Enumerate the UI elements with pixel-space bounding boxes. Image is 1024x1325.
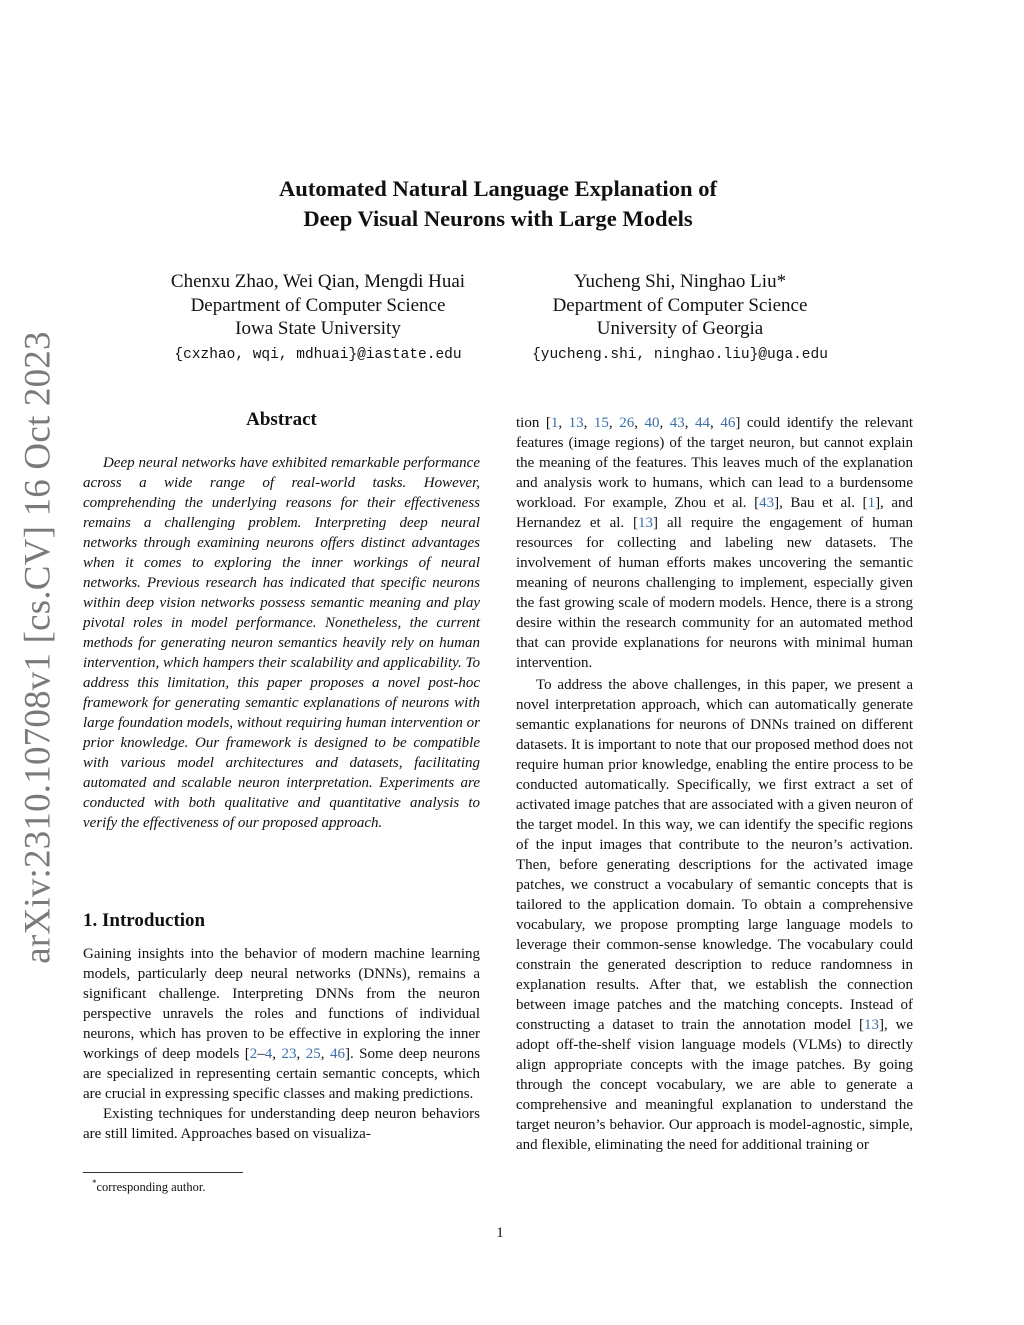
citation-link[interactable]: 2: [249, 1046, 258, 1062]
citation-link[interactable]: 43: [759, 495, 775, 511]
citation-link[interactable]: 46: [720, 415, 736, 431]
citation-link[interactable]: 26: [619, 415, 635, 431]
introduction-body: [83, 944, 480, 1144]
citation-link[interactable]: 44: [695, 415, 711, 431]
citation-separator: ,: [710, 415, 721, 431]
paragraph-text: tion [: [516, 415, 551, 431]
citation-link[interactable]: 43: [669, 415, 685, 431]
citation-separator: ,: [634, 415, 645, 431]
citation-separator: ,: [296, 1046, 306, 1062]
paper-title: [200, 174, 796, 234]
footnote-mark: *: [92, 1178, 97, 1188]
arxiv-identifier: arXiv:2310.10708v1 [cs.CV] 16 Oct 2023: [17, 331, 59, 964]
right-paragraph-1: [516, 413, 913, 673]
citation-link[interactable]: 1: [867, 495, 876, 511]
author-block-2: [470, 270, 890, 367]
citation-separator: ,: [608, 415, 620, 431]
citation-separator: ,: [583, 415, 594, 431]
title-line-2: Deep Visual Neurons with Large Models: [303, 206, 693, 231]
right-column-body: [516, 413, 913, 1155]
citation-separator: –: [257, 1046, 265, 1062]
author-email: {cxzhao, wqi, mdhuai}@iastate.edu: [174, 346, 462, 363]
citation-link[interactable]: 40: [644, 415, 660, 431]
citation-link[interactable]: 15: [593, 415, 609, 431]
abstract-body: [83, 453, 480, 833]
citation-link[interactable]: 4: [264, 1046, 273, 1062]
author-university: Iowa State University: [235, 318, 401, 339]
footnote: [92, 1178, 206, 1195]
paragraph-text: To address the above challenges, in this paper, we present a novel interpretation approach, which can automatically generate semantic explanations for neurons of DNNs trained on different datasets. It is important to note that our proposed method does not require human prior knowledge, enabling the entire process to be conducted automatically. Specifically, we first extract a set of activated image patches that are associated with a given neuron of the target model. In this way, we can identify the specific regions of the input images that contribute to the neuron’s activation. Then, before generating descriptions for the activated image patches, we construct a vocabulary of semantic concepts that is tailored to the application domain. To obtain a comprehensive vocabulary, we propose prompting large language models to leverage their common-sense knowledge. The vocabulary could constrain the generated description to reduce randomness in explanation results. After that, we establish the connection between image patches and the matching concepts. Instead of constructing a dataset to train the annotation model [: [516, 677, 913, 1033]
page-number: 1: [496, 1225, 504, 1241]
citation-separator: ,: [320, 1046, 330, 1062]
author-names: Yucheng Shi, Ninghao Liu*: [573, 271, 787, 292]
citation-link[interactable]: 46: [329, 1046, 345, 1062]
citation-separator: ,: [659, 415, 670, 431]
footnote-divider: [83, 1172, 243, 1173]
citation-link[interactable]: 1: [550, 415, 559, 431]
intro-paragraph-2: Existing techniques for understanding deep neuron behaviors are still limited. Approaches based on visualiza-: [83, 1106, 480, 1142]
paragraph-text: ], we adopt off-the-shelf vision language models (VLMs) to directly align appropriate concepts with the image patches. By going through the concept vocabulary, we are able to generate a comprehensive and meaningful explanation to understand the target neuron’s behavior. Our approach is model-agnostic, simple, and flexible, eliminating the need for additional training or: [516, 1017, 913, 1153]
citation-separator: ,: [272, 1046, 282, 1062]
citation-link[interactable]: 13: [863, 1017, 879, 1033]
right-paragraph-2: [516, 675, 913, 1155]
citation-link[interactable]: 13: [638, 515, 654, 531]
author-block-1: [108, 270, 528, 367]
paragraph-text: ], and Hernandez et al. [: [516, 495, 914, 531]
abstract-heading: Abstract: [246, 409, 317, 430]
paragraph-text: ] could identify the relevant features (image regions) of the target neuron, but cannot explain the meaning of the features. This leaves much of the explanation and analysis work to humans, which can lead to a burdensome workload. For example, Zhou et al. [: [516, 415, 914, 511]
paragraph-text: Gaining insights into the behavior of modern machine learning models, particularly deep neural networks (DNNs), remains a significant challenge. Interpreting DNNs from the neuron perspective unravels the roles and functions of individual neurons, which has proven to be effective in exploring the inner workings of deep models [: [83, 946, 480, 1062]
intro-paragraph-1: [83, 944, 480, 1104]
author-names: Chenxu Zhao, Wei Qian, Mengdi Huai: [170, 271, 466, 292]
title-line-1: Automated Natural Language Explanation of: [278, 176, 718, 201]
citation-link[interactable]: 25: [305, 1046, 321, 1062]
paragraph-text: ], Bau et al. [: [774, 495, 868, 511]
author-university: University of Georgia: [596, 318, 764, 339]
section-heading-introduction: 1. Introduction: [83, 910, 206, 931]
citation-link[interactable]: 23: [281, 1046, 297, 1062]
paragraph-text: ]. Some deep neurons are specialized in representing certain semantic concepts, which are crucial in expressing specific classes and making predictions.: [83, 1046, 481, 1102]
abstract-text: Deep neural networks have exhibited remarkable performance across a wide range of real-world tasks. However, comprehending the underlying reasons for their effectiveness remains a challenging problem. Interpreting deep neural networks through examining neurons offers distinct advantages when it comes to exploring the inner workings of neural networks. Previous research has indicated that specific neurons within deep vision networks possess semantic meaning and play pivotal roles in model performance. Nonetheless, the current methods for generating neuron semantics heavily rely on human intervention, which hampers their scalability and applicability. To address this limitation, this paper proposes a novel post-hoc framework for generating semantic explanations of neurons with large foundation models, without requiring human intervention or prior knowledge. Our framework is designed to be compatible with various model architectures and datasets, facilitating automated and scalable neuron interpretation. Experiments are conducted with both qualitative and quantitative analysis to verify the effectiveness of our proposed approach.: [83, 455, 480, 831]
author-department: Department of Computer Science: [190, 294, 446, 316]
arxiv-sidebar: [8, 331, 68, 964]
author-email: {yucheng.shi, ninghao.liu}@uga.edu: [532, 346, 828, 363]
citation-link[interactable]: 13: [568, 415, 584, 431]
citation-separator: ,: [684, 415, 696, 431]
citation-separator: ,: [558, 415, 569, 431]
author-department: Department of Computer Science: [552, 294, 808, 316]
footnote-text: corresponding author.: [96, 1180, 206, 1195]
paragraph-text: ] all require the engagement of human resources for collecting and labeling new datasets. The involvement of human efforts makes uncovering the semantic meaning of neurons challenging to implement, especially given the fast growing scale of modern models. Hence, there is a strong desire within the research community for an automated method that can provide explanations for neurons with minimal human intervention.: [516, 515, 913, 671]
